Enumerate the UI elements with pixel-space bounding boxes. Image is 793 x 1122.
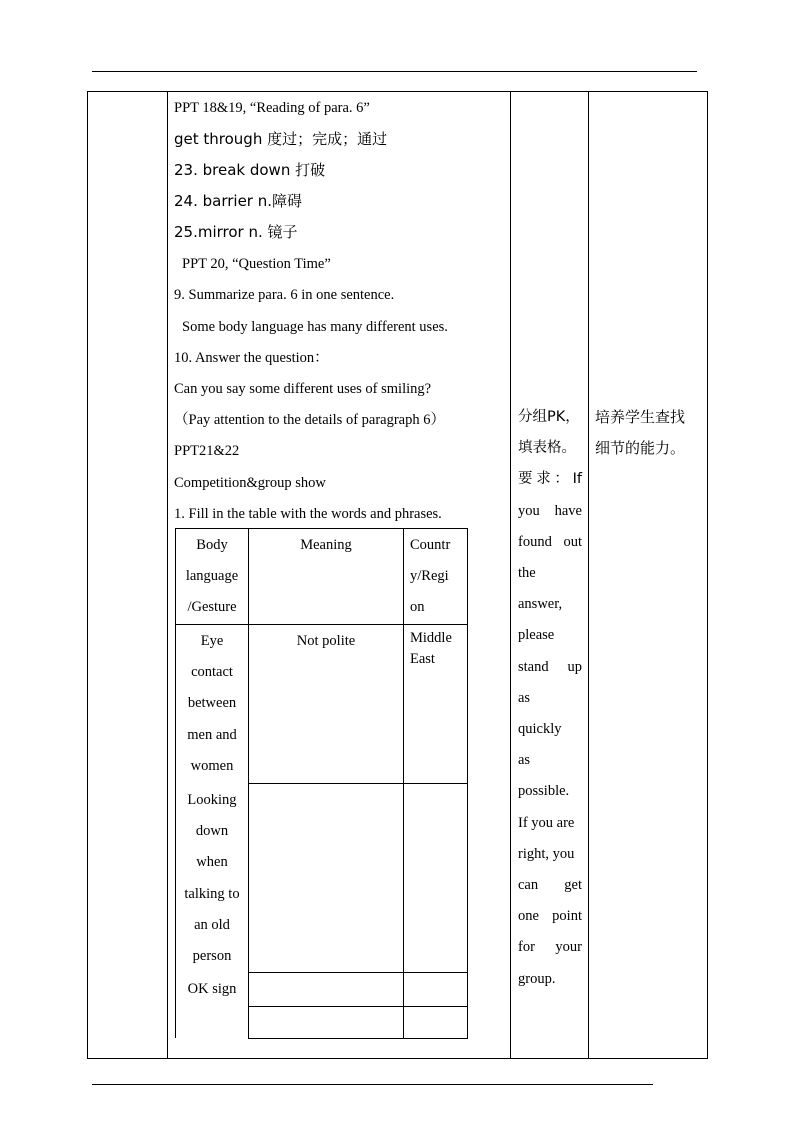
activity-line: as bbox=[518, 752, 531, 769]
header-gesture bbox=[176, 530, 248, 624]
row3-gesture bbox=[176, 974, 248, 1005]
lesson-line-answer-question: 10. Answer the question： bbox=[174, 350, 329, 366]
lesson-line-competition: Competition&group show bbox=[174, 475, 326, 491]
header-region-line: on bbox=[410, 599, 425, 616]
outer-col-divider-1 bbox=[167, 91, 168, 1059]
lesson-line-barrier: 24. barrier n.障碍 bbox=[174, 192, 303, 210]
activity-line: group. bbox=[518, 970, 556, 987]
lesson-line-ppt21: PPT21&22 bbox=[174, 443, 240, 459]
header-region-line: y/Regi bbox=[410, 568, 449, 585]
row1-meaning: Not polite bbox=[296, 633, 356, 649]
header-gesture-line: Body bbox=[196, 537, 228, 553]
activity-line: 要求：If bbox=[518, 471, 582, 488]
row2-gesture bbox=[176, 785, 248, 972]
lesson-line-ppt20: PPT 20, “Question Time” bbox=[182, 256, 331, 272]
row2-gesture-line: an old bbox=[194, 916, 230, 933]
footer-rule bbox=[92, 1084, 653, 1085]
gesture-table-rule-3 bbox=[248, 972, 468, 973]
header-region bbox=[410, 530, 467, 624]
activity-line: If you are bbox=[518, 814, 575, 831]
gesture-table-bottom bbox=[248, 1038, 468, 1039]
purpose-line: 培养学生查找 bbox=[595, 408, 686, 426]
gesture-table-right bbox=[467, 528, 468, 1039]
lesson-line-break-down: 23. break down 打破 bbox=[174, 161, 326, 179]
row1-gesture-line: contact bbox=[191, 664, 233, 681]
gesture-table-rule-2 bbox=[248, 783, 468, 784]
lesson-line-summary-answer: Some body language has many different uses. bbox=[182, 319, 448, 335]
activity-line: please bbox=[518, 627, 555, 644]
lesson-line-pay-attention: （Pay attention to the details of paragraph 6） bbox=[174, 412, 445, 428]
activity-line: 分组PK， bbox=[518, 409, 580, 425]
outer-col-divider-2 bbox=[510, 91, 511, 1059]
lesson-line-mirror: 25.mirror n. 镜子 bbox=[174, 223, 298, 241]
row1-gesture bbox=[176, 626, 248, 782]
row2-gesture-line: when bbox=[196, 854, 228, 871]
gesture-table-top bbox=[175, 528, 468, 529]
gesture-table-col-2 bbox=[403, 528, 404, 1039]
header-gesture-line: /Gesture bbox=[187, 599, 237, 616]
activity-line: the bbox=[518, 565, 536, 582]
header-gesture-line: language bbox=[185, 568, 239, 585]
row2-gesture-line: talking to bbox=[184, 885, 240, 902]
activity-line: found out bbox=[518, 533, 582, 550]
lesson-line-summarize: 9. Summarize para. 6 in one sentence. bbox=[174, 287, 395, 303]
activity-line: stand up bbox=[518, 658, 582, 675]
activity-line: for your bbox=[518, 939, 582, 956]
lesson-line-ppt18: PPT 18&19, “Reading of para. 6” bbox=[174, 100, 370, 116]
activity-line: right, you bbox=[518, 845, 575, 862]
row1-gesture-line: Eye bbox=[200, 633, 224, 649]
row1-region-line: East bbox=[410, 651, 435, 667]
activity-line: quickly bbox=[518, 721, 562, 738]
header-meaning-line: Meaning bbox=[300, 537, 352, 553]
activity-line: possible. bbox=[518, 783, 570, 800]
activity-line: one point bbox=[518, 908, 582, 925]
purpose-column bbox=[595, 402, 700, 464]
activity-line: can get bbox=[518, 877, 582, 894]
lesson-line-smiling-question: Can you say some different uses of smiling? bbox=[174, 381, 432, 397]
purpose-line: 细节的能力。 bbox=[595, 439, 686, 458]
lesson-line-get-through: get through 度过；完成；通过 bbox=[174, 130, 388, 148]
gesture-table-rule-4 bbox=[248, 1006, 468, 1007]
activity-line: you have bbox=[518, 502, 582, 519]
row1-region bbox=[410, 628, 467, 670]
header-region-line: Countr bbox=[410, 537, 451, 553]
row1-gesture-line: women bbox=[190, 757, 234, 774]
lesson-line-fill-table: 1. Fill in the table with the words and phrases. bbox=[174, 506, 442, 522]
activity-line: answer, bbox=[518, 596, 563, 613]
activity-line: as bbox=[518, 689, 531, 706]
row1-gesture-line: men and bbox=[187, 726, 237, 743]
row2-gesture-line: Looking bbox=[187, 792, 237, 808]
row2-gesture-line: person bbox=[192, 948, 232, 965]
outer-col-divider-3 bbox=[588, 91, 589, 1059]
row1-gesture-line: between bbox=[187, 695, 237, 712]
row2-gesture-line: down bbox=[195, 823, 229, 840]
header-rule bbox=[92, 71, 697, 72]
header-meaning bbox=[249, 530, 403, 561]
activity-text bbox=[518, 402, 582, 995]
row3-gesture-line: OK sign bbox=[187, 981, 237, 997]
activity-line: 填表格。 bbox=[518, 440, 576, 457]
row1-region-line: Middle bbox=[410, 630, 452, 646]
gesture-table-rule-1 bbox=[175, 624, 468, 625]
gesture-table-col-1 bbox=[248, 528, 249, 1039]
